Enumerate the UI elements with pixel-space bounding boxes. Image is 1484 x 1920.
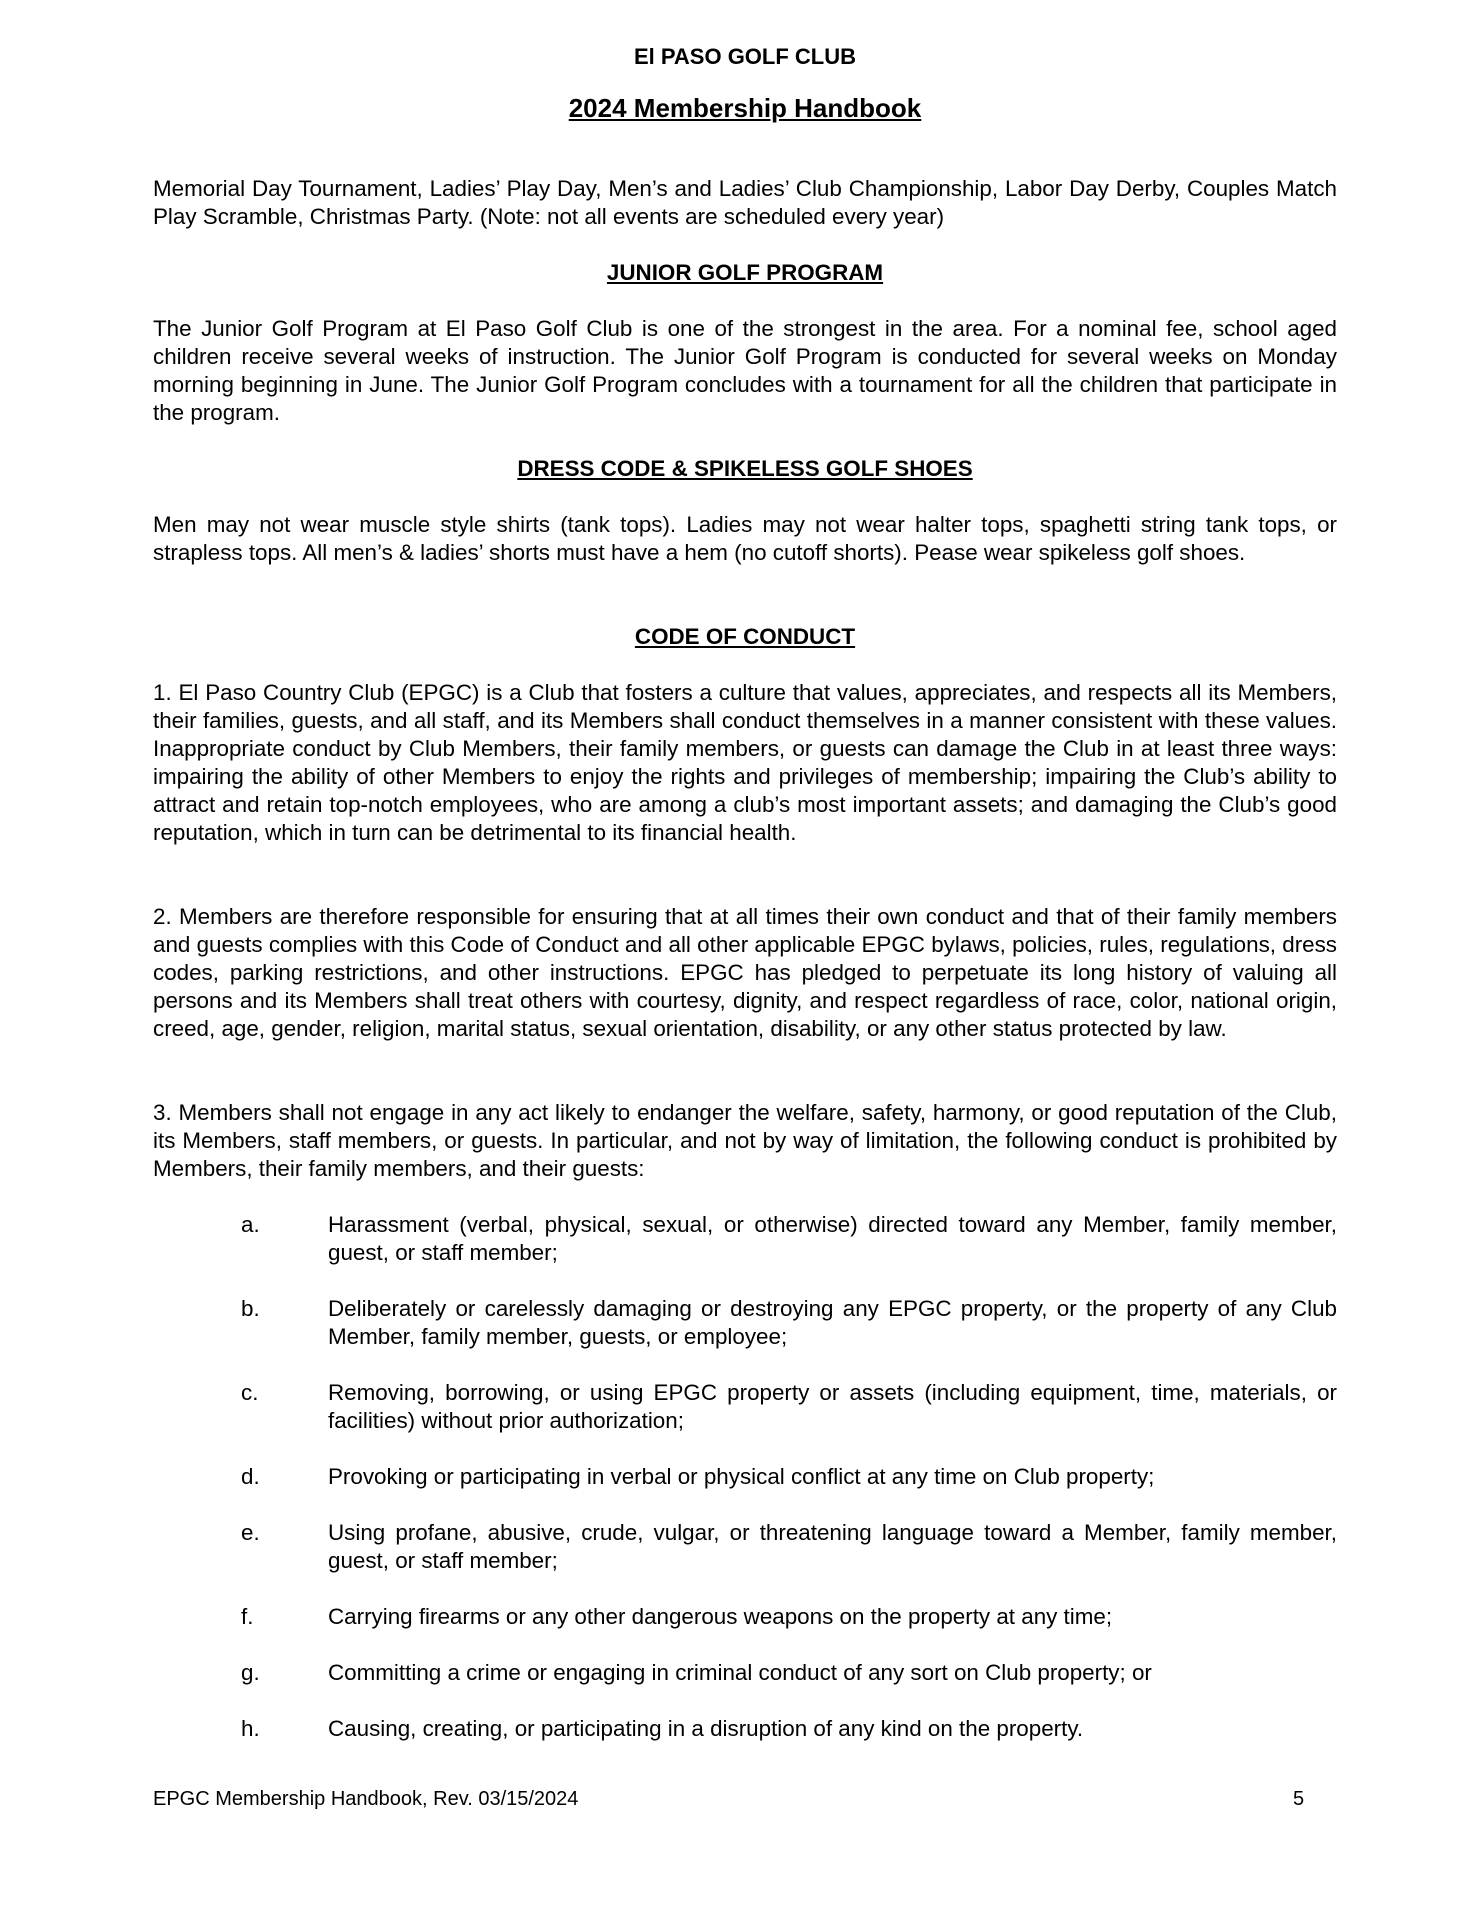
page-number: 5 xyxy=(1293,1788,1305,1810)
item-text: Committing a crime or engaging in criminal conduct of any sort on Club property; or xyxy=(328,1660,1152,1685)
document-title: 2024 Membership Handbook xyxy=(568,93,922,123)
junior-golf-paragraph: The Junior Golf Program at El Paso Golf Club is one of the strongest in the area. For a nominal fee, school aged children receive several weeks of instruction. The Junior Golf Program is conducted for several weeks on Monday morning beginning in June. The Junior Golf Program concludes with a tournament for all the children that participate in the program. xyxy=(153,316,1337,425)
junior-golf-heading: JUNIOR GOLF PROGRAM xyxy=(606,260,884,285)
code-of-conduct-heading: CODE OF CONDUCT xyxy=(634,624,856,649)
conduct-paragraph-2: 2. Members are therefore responsible for ensuring that at all times their own conduct and that of their family members and guests complies with this Code of Conduct and all other applicable EPGC bylaws, policies, rules, regulations, dress codes, parking restrictions, and other instructions. EPGC has pledged to perpetuate its long history of valuing all persons and its Members shall treat others with courtesy, dignity, and respect regardless of race, color, national origin, creed, age, gender, religion, marital status, sexual orientation, disability, or any other status protected by law. xyxy=(153,904,1337,1041)
item-text: Removing, borrowing, or using EPGC property or assets (including equipment, time, materials, or facilities) without prior authorization; xyxy=(328,1380,1337,1433)
footer-revision: EPGC Membership Handbook, Rev. 03/15/2024 xyxy=(153,1788,579,1810)
item-letter: d. xyxy=(241,1464,260,1489)
item-text: Causing, creating, or participating in a disruption of any kind on the property. xyxy=(328,1716,1084,1741)
conduct-paragraph-3: 3. Members shall not engage in any act likely to endanger the welfare, safety, harmony, or good reputation of the Club, its Members, staff members, or guests. In particular, and not by way of limitation, the following conduct is prohibited by Members, their family members, and their guests: xyxy=(153,1100,1337,1181)
item-letter: a. xyxy=(241,1212,260,1237)
events-paragraph: Memorial Day Tournament, Ladies’ Play Day, Men’s and Ladies’ Club Championship, Labor Day Derby, Couples Match Play Scramble, Christmas Party. (Note: not all events are scheduled every year) xyxy=(153,176,1337,229)
item-text: Carrying firearms or any other dangerous weapons on the property at any time; xyxy=(328,1604,1113,1629)
club-name: El PASO GOLF CLUB xyxy=(633,44,857,69)
dress-code-heading: DRESS CODE & SPIKELESS GOLF SHOES xyxy=(517,456,973,481)
item-letter: g. xyxy=(241,1660,260,1685)
item-letter: b. xyxy=(241,1296,260,1321)
item-text: Provoking or participating in verbal or physical conflict at any time on Club property; xyxy=(328,1464,1155,1489)
item-letter: c. xyxy=(241,1380,259,1405)
item-letter: f. xyxy=(241,1604,254,1629)
item-letter: e. xyxy=(241,1520,260,1545)
item-text: Harassment (verbal, physical, sexual, or otherwise) directed toward any Member, family member, guest, or staff member; xyxy=(328,1212,1337,1265)
item-text: Deliberately or carelessly damaging or destroying any EPGC property, or the property of any Club Member, family member, guests, or employee; xyxy=(328,1296,1337,1349)
dress-code-paragraph: Men may not wear muscle style shirts (tank tops). Ladies may not wear halter tops, spaghetti string tank tops, or strapless tops. All men’s & ladies’ shorts must have a hem (no cutoff shorts). Pease wear spikeless golf shoes. xyxy=(153,512,1337,565)
conduct-paragraph-1: 1. El Paso Country Club (EPGC) is a Club that fosters a culture that values, appreciates, and respects all its Members, their families, guests, and all staff, and its Members shall conduct themselves in a manner consistent with these values. Inappropriate conduct by Club Members, their family members, or guests can damage the Club in at least three ways: impairing the ability of other Members to enjoy the rights and privileges of membership; impairing the Club’s ability to attract and retain top-notch employees, who are among a club’s most important assets; and damaging the Club’s good reputation, which in turn can be detrimental to its financial health. xyxy=(153,680,1337,845)
item-text: Using profane, abusive, crude, vulgar, or threatening language toward a Member, family member, guest, or staff member; xyxy=(328,1520,1337,1573)
item-letter: h. xyxy=(241,1716,260,1741)
